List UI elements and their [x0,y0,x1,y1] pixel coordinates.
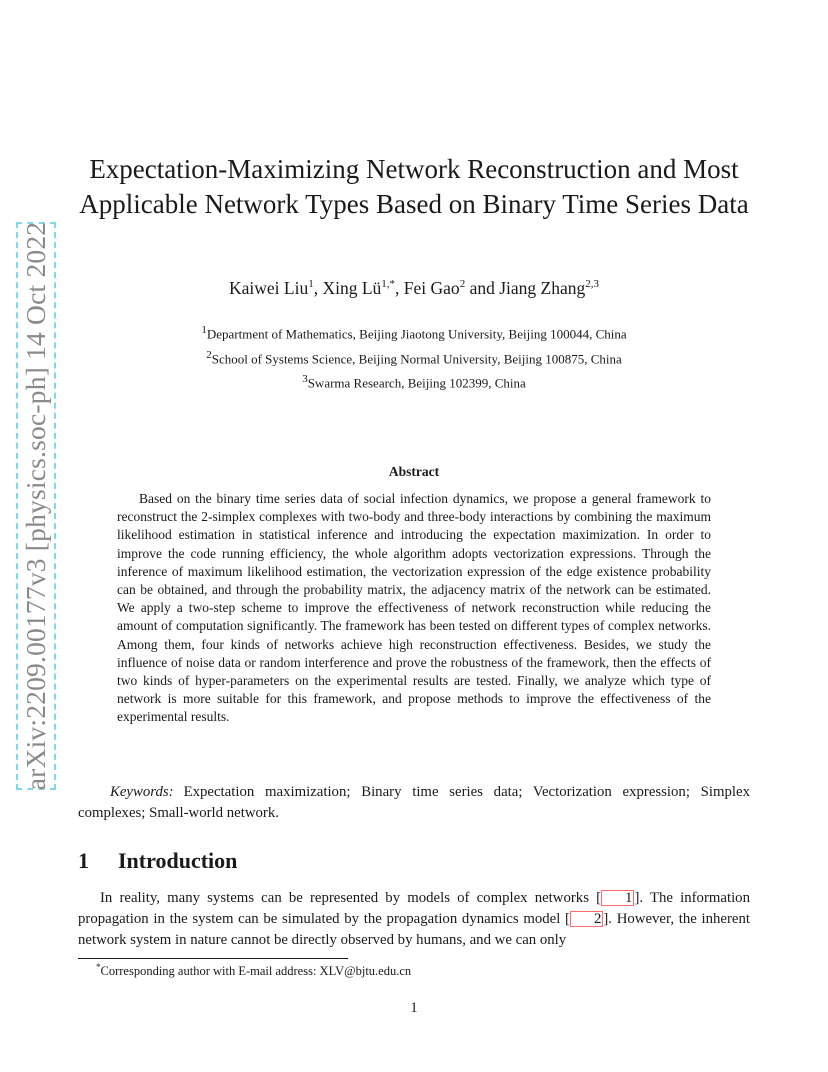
keywords-label: Keywords: [110,784,174,800]
author-affiliation-mark: 1,* [381,278,396,291]
affiliation-text: Department of Mathematics, Beijing Jiaotong University, Beijing 100044, China [206,326,627,342]
affiliation-mark: 1 [201,324,207,336]
abstract-heading: Abstract [388,464,440,479]
footnote-rule [78,958,348,959]
arxiv-identifier-text: arXiv:2209.00177v3 [physics.soc-ph] 14 Oct 2022 [20,221,51,791]
section-number: 1 [78,848,89,873]
introduction-paragraph: In reality, many systems can be represented by models of complex networks [ 1 ]. The information propagation in the system can be simulated by the propagation dynamics model [ 2 ]. However, the inherent network system in nature cannot be directly observed by humans, and we can only [78,890,750,948]
paragraph-text: . The information propagation in the system can be simulated by the propagation dynamics model [78,890,750,927]
author-name: Jiang Zhang [499,278,586,298]
author-list: Kaiwei Liu$^1$, Xing $Lü^{1,*}$, Fei Gao$^2$ and Jiang Zhang$^{2,3}$ [228,278,599,298]
paragraph-text: . However, the inherent network system in nature cannot be directly observed by humans, and we can only [78,910,750,948]
affiliation-item [0,343,828,368]
section-title: Introduction [118,848,238,873]
footnote-text: Corresponding author with E-mail address: XLV@bjtu.edu.cn [100,964,412,979]
section-heading [78,848,237,874]
page-number: 1 [410,1000,418,1016]
paper-title: Expectation-Maximizing Network Reconstruction and Most Applicable Network Types Based on Binary Time Series Data [79,154,749,219]
footnote-mark: * [96,962,101,972]
affiliation-item [0,367,828,392]
affiliation-text: School of Systems Science, Beijing Normal University, Beijing 100875, China [211,350,622,366]
author-name: Xing Lü [322,278,382,298]
affiliation-mark: 3 [302,373,308,385]
paragraph-text: In reality, many systems can be represented by models of complex networks [100,890,597,906]
affiliation-item [0,318,828,343]
author-affiliation-mark: 2,3 [585,278,599,291]
author-name: Kaiwei Liu [228,278,309,298]
citation-link[interactable]: 2 [570,911,603,927]
author-name: Fei Gao [403,278,460,298]
affiliation-text: Swarma Research, Beijing 102399, China [307,375,526,391]
affiliation-mark: 2 [206,348,212,361]
author-affiliation-mark: 2 [459,278,466,291]
arxiv-identifier-stamp [16,222,56,790]
keywords-text: Expectation maximization; Binary time series data; Vectorization expression; Simplex complexes; Small-world network. [78,784,750,821]
citation-link[interactable]: 1 [601,890,634,906]
footnote [96,962,411,979]
abstract-text: Based on the binary time series data of social infection dynamics, we propose a general framework to reconstruct the 2-simplex complexes with two-body and three-body interactions by combining the maximum likelihood estimation in statistical inference and introducing the expectation maximization. In order to improve the code running efficiency, the whole algorithm adopts vectorization expressions. Through the inference of maximum likelihood estimation, the vectorization expression of the edge existence probability can be obtained, and through the probability matrix, the adjacency matrix of the network can be estimated. We apply a two-step scheme to improve the effectiveness of network reconstruction while reducing the amount of computation significantly. The framework has been tested on different types of complex networks. Among them, four kinds of networks achieve high reconstruction effectiveness. Besides, we study the influence of noise data or random interference and prove the robustness of the framework, then the effects of two kinds of hyper-parameters on the experimental results are tested. Finally, we analyze which type of network is more suitable for this framework, and propose methods to improve the effectiveness of the experimental results. [117,491,711,725]
author-affiliation-mark: 1 [308,278,314,291]
affiliation-list [0,318,828,392]
keywords-paragraph [78,782,750,824]
